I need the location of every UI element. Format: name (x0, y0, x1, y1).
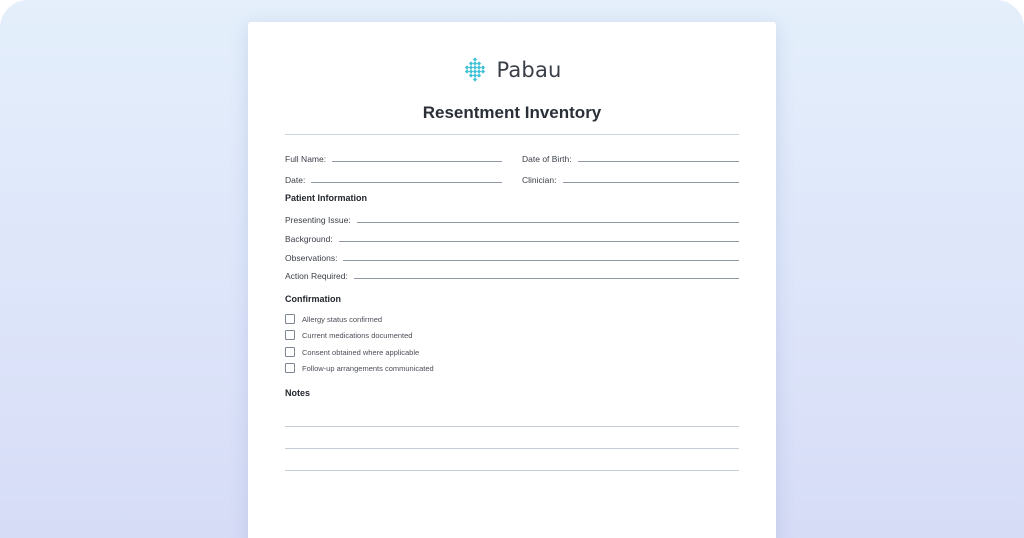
presenting-issue-label: Presenting Issue: (285, 215, 351, 225)
confirmation-label: Current medications documented (302, 330, 413, 340)
checkbox[interactable] (285, 347, 295, 357)
notes-line[interactable] (285, 470, 739, 471)
date-label: Date: (285, 175, 306, 185)
checkbox[interactable] (285, 363, 295, 373)
diamond-grid-icon (462, 57, 488, 83)
clinician-label: Clinician: (522, 175, 557, 185)
confirmation-item[interactable] (285, 330, 412, 340)
title-divider (285, 134, 739, 135)
date-field[interactable] (285, 171, 502, 185)
background-field[interactable] (285, 230, 739, 244)
background-line[interactable] (339, 241, 739, 242)
date-line[interactable] (311, 182, 502, 183)
clinician-line[interactable] (563, 182, 740, 183)
form-sheet (248, 22, 776, 538)
checkbox[interactable] (285, 330, 295, 340)
confirmation-item[interactable] (285, 347, 419, 357)
notes-heading: Notes (285, 388, 311, 398)
presenting-issue-field[interactable] (285, 211, 739, 225)
action-required-label: Action Required: (285, 271, 348, 281)
confirmation-item[interactable] (285, 363, 434, 373)
date-of-birth-field[interactable] (522, 150, 739, 164)
notes-line[interactable] (285, 426, 739, 427)
checkbox[interactable] (285, 314, 295, 324)
confirmation-label: Consent obtained where applicable (302, 347, 420, 357)
brand-logo (248, 56, 776, 84)
presenting-issue-line[interactable] (357, 222, 739, 223)
action-required-line[interactable] (354, 278, 739, 279)
background-label: Background: (285, 234, 333, 244)
full-name-field[interactable] (285, 150, 502, 164)
full-name-line[interactable] (332, 161, 502, 162)
observations-label: Observations: (285, 253, 338, 263)
clinician-field[interactable] (522, 171, 739, 185)
date-of-birth-line[interactable] (578, 161, 739, 162)
observations-field[interactable] (285, 249, 739, 263)
brand-name: Pabau (496, 58, 562, 82)
date-of-birth-label: Date of Birth: (522, 154, 572, 164)
form-title: Resentment Inventory (422, 103, 602, 122)
confirmation-item[interactable] (285, 314, 382, 324)
confirmation-heading: Confirmation (285, 294, 341, 304)
notes-line[interactable] (285, 448, 739, 449)
patient-information-heading: Patient Information (285, 193, 368, 203)
full-name-label: Full Name: (285, 154, 327, 164)
confirmation-label: Follow-up arrangements communicated (302, 363, 434, 373)
confirmation-label: Allergy status confirmed (302, 314, 383, 324)
observations-line[interactable] (343, 260, 739, 261)
action-required-field[interactable] (285, 267, 739, 281)
